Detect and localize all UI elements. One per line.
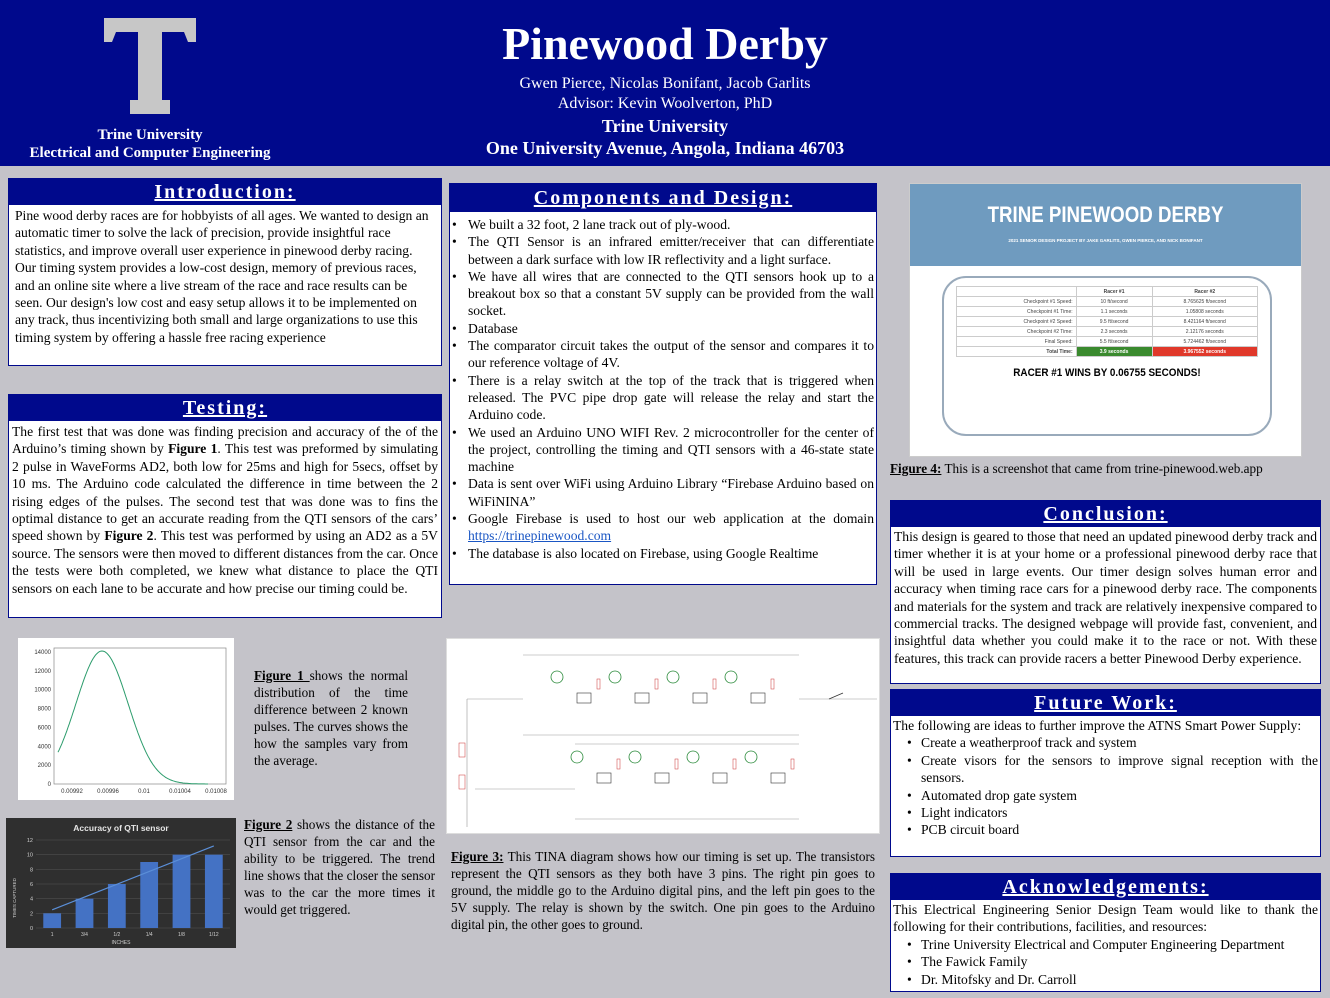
comparator-icon [635,693,649,703]
x-tick-label: 1/8 [178,932,185,938]
figure2-caption: Figure 2 shows the distance of the QTI sensor from the car and the ability to be triggered. The trend line shows that the closer the sensor was to the car the more times it would get triggered. [244,817,435,917]
qti-accuracy-bar-chart [6,818,236,948]
transistor-icon [667,671,679,683]
winner-banner: RACER #1 WINS BY 0.06755 SECONDS! [1013,367,1201,379]
list-item: • Light indicators [893,804,1318,821]
y-tick-label: 0 [29,926,33,932]
list-item: • Create a weatherproof track and system [893,734,1318,751]
tina-schematic [447,639,881,835]
transistor-icon [629,751,641,763]
resistor-icon [713,679,716,689]
y-tick-label: 2000 [37,763,51,770]
figure1-caption: Figure 1 shows the normal distribution of the time difference between 2 known pulses. The curves shows the how the samples vary from the average. [254,668,408,768]
resistor-icon [771,679,774,689]
table-row: Checkpoint #1 Time: 1.1 seconds 1.05808 seconds [957,307,1258,317]
conclusion-text: This design is geared to those that need an updated pinewood derby track and timer whether it is at your home or a professional pinewood derby race that will be used in large events. Our timer design solves human error and accuracy when timing race cars for a pinewood derby race. The components and materials for the system and track are relatively inexpensive compared to commercial tracks. The designed webpage will provide fast, convenient, and insightful data whether you could make it to the race or not. With these features, this track can provide racers a better Pinewood Derby experience. [894,529,1317,666]
chart-xlabel: INCHES [111,940,131,946]
results-table: Racer #1 Racer #2 Checkpoint #1 Speed: 10 ft/second 8.765625 ft/second Checkpoint #1 Time: 1.1 seconds 1.05808 seconds Checkpoint #2 Speed: 9.5 ft/second 8.421164 ft/second Checkpoint #2 Time: 2.3 seconds 2.12176 seconds Final Speed: 5.5 ft/second 5.724462 ft/second Total Time: 3.9 seconds 3.967552 seconds [956,286,1258,357]
web-subtitle: 2021 SENIOR DESIGN PROJECT BY JAKE GARLITS, GWEN PIERCE, AND NICK BONIFANT [1008,238,1203,243]
x-tick-label: 0.01008 [205,789,227,795]
resistor-icon [733,759,736,769]
transistor-icon [571,751,583,763]
y-tick-label: 2 [29,911,33,918]
acknowledgements-list [893,936,1318,988]
firebase-link[interactable]: https://trinepinewood.com [468,528,612,544]
poster-header [0,0,1330,166]
figure3-caption: Figure 3: This TINA diagram shows how our timing is set up. The transistors represent the QTI sensors as they both have 3 pins. The right pin goes to ground, the middle go to the Arduino digital pins, and the left pin goes to the 5V supply. The relay is shown by the switch. One pin goes to the Arduino digital pin, the other goes to ground. [451,849,875,932]
testing-text: The first test that was done was finding precision and accuracy of the of the Arduino’s timing shown by Figure 1. This test was preformed by simulating 2 pulse in WaveForms AD2, both low for 25ms and high for 5secs, offset by 10 ms. The Arduino code calculated the difference in time between the 2 rising edges of the pulses. The second test that was done was to fins the optimal distance to get an accurate reading from the QTI sensors of the cars’ speed shown by Figure 2. This test was performed by using an AD2 as a 5V source. The sensors were then moved to different distances from the car. Once the tests were both completed, we knew what distance to place the QTI sensors on each lane to be accurate and how precise our timing could be. [12,424,438,596]
resistor-icon [675,759,678,769]
y-tick-label: 4000 [37,744,51,751]
introduction-text: Pine wood derby races are for hobbyists of all ages. We wanted to design an automatic timer to solve the lack of precision, provide insightful race statistics, and improve overall user experience in pinewood derby racing. Our timing system provides a low-cost design, memory of previous races, and an online site where a live stream of the race and race results can be seen. Our design's low cost and easy setup allows it to be implemented on any track, thus incentivizing both small and large organizations to use this timing system by offering a hassle free racing experience [15,208,429,345]
comparator-icon [577,693,591,703]
y-tick-label: 8000 [37,706,51,713]
list-item: • Data is sent over WiFi using Arduino Library “Firebase Arduino based on WiFiNINA” [450,475,874,510]
normal-distribution-plot [18,638,234,800]
list-item: • Dr. Mitofsky and Dr. Carroll [893,971,1318,988]
x-tick-label: 0.00996 [97,789,119,795]
y-tick-label: 4 [29,896,33,903]
list-item: • We have all wires that are connected to the QTI sensors hook up to a breakout box so that a constant 5V supply can be provided from the wall socket. [450,268,874,320]
list-item: • The QTI Sensor is an infrared emitter/receiver that can differentiate between a dark surface with low IR reflectivity and a light surface. [450,233,874,268]
comparator-icon [655,773,669,783]
bar [173,855,191,928]
y-tick-label: 8 [29,867,33,874]
resistor-icon [791,759,794,769]
x-tick-label: 1/4 [145,932,153,938]
list-item: • The Fawick Family [893,953,1318,970]
conclusion-heading: Conclusion: [891,501,1320,527]
bar [76,899,94,928]
comparator-icon [713,773,727,783]
y-tick-label: 10 [26,852,33,859]
x-tick-label: 0.00992 [61,789,83,795]
authors: Gwen Pierce, Nicolas Bonifant, Jacob Garlits Advisor: Kevin Woolverton, PhD [519,75,811,112]
web-title: TRINE PINEWOOD DERBY [987,202,1224,227]
y-tick-label: 12000 [34,668,51,675]
table-row: Checkpoint #1 Speed: 10 ft/second 8.765625 ft/second [957,297,1258,307]
components-list [450,216,874,562]
bar [43,913,61,928]
resistor-icon [459,775,465,789]
acknowledgements-heading: Acknowledgements: [891,874,1320,900]
future-work-list [893,734,1318,838]
chart-ylabel: TIMES CAPTURED [12,878,17,918]
y-tick-label: 10000 [34,687,51,694]
y-tick-label: 14000 [34,650,51,656]
y-tick-label: 6000 [37,725,51,732]
components-panel [449,183,877,585]
future-work-panel [890,689,1321,857]
acknowledgements-panel [890,873,1321,992]
list-item: • We used an Arduino UNO WIFI Rev. 2 microcontroller for the center of the project, controlling the timing and QTI sensors with a 46-state state machine [450,424,874,476]
list-item: • The database is also located on Firebase, using Google Realtime [450,545,874,562]
list-item: • Create visors for the sensors to improve signal reception with the sensors. [893,752,1318,787]
list-item: • PCB circuit board [893,821,1318,838]
testing-panel [8,394,442,618]
comparator-icon [771,773,785,783]
y-tick-label: 6 [29,882,33,888]
list-item: • Automated drop gate system [893,787,1318,804]
figure4-web-screenshot [909,183,1302,457]
poster-title: Pinewood Derby [502,18,828,69]
university-address: Trine University One University Avenue, Angola, Indiana 46703 [485,116,845,158]
list-item: • We built a 32 foot, 2 lane track out of ply-wood. [450,216,874,233]
testing-heading: Testing: [9,395,441,421]
transistor-icon [609,671,621,683]
results-card [942,276,1272,436]
resistor-icon [617,759,620,769]
x-tick-label: 3/4 [81,932,88,938]
list-item: • Google Firebase is used to host our web application at the domain https://trinepinewood.com [450,510,874,545]
resistor-icon [459,743,465,757]
x-tick-label: 0.01004 [169,789,191,795]
relay-switch-icon [829,693,843,699]
bar [108,884,126,928]
future-work-heading: Future Work: [891,690,1320,716]
comparator-icon [597,773,611,783]
trine-logo-icon [104,18,196,114]
x-tick-label: 1/12 [208,932,219,938]
x-tick-label: 1/2 [113,932,121,938]
transistor-icon [551,671,563,683]
y-tick-label: 0 [47,782,51,788]
figure1-chart [18,638,234,800]
x-tick-label: 1 [50,932,54,938]
web-banner [910,184,1301,266]
resistor-icon [597,679,600,689]
list-item: • Database [450,320,874,337]
transistor-icon [687,751,699,763]
future-work-intro: The following are ideas to further improve the ATNS Smart Power Supply: [893,718,1302,733]
introduction-heading: Introduction: [9,179,441,205]
comparator-icon [751,693,765,703]
chart-title: Accuracy of QTI sensor [73,823,169,833]
figure4-caption: Figure 4: This is a screenshot that came from trine-pinewood.web.app [890,461,1263,476]
table-row: Final Speed: 5.5 ft/second 5.724462 ft/second [957,337,1258,347]
figure3-circuit-diagram [446,638,880,834]
list-item: • Trine University Electrical and Computer Engineering Department [893,936,1318,953]
comparator-icon [693,693,707,703]
list-item: • The comparator circuit takes the output of the sensor and compares it to our reference voltage of 4V. [450,337,874,372]
department-label: Trine University Electrical and Computer Engineering [29,127,271,161]
figure2-chart [6,818,236,948]
bar [205,855,223,928]
table-row: Total Time: 3.9 seconds 3.967552 seconds [957,347,1258,357]
table-row: Checkpoint #2 Speed: 9.5 ft/second 8.421164 ft/second [957,317,1258,327]
resistor-icon [655,679,658,689]
conclusion-panel [890,500,1321,684]
table-row: Checkpoint #2 Time: 2.3 seconds 2.12176 seconds [957,327,1258,337]
acknowledgements-intro: This Electrical Engineering Senior Design Team would like to thank the following for their contributions, facilities, and resources: [893,902,1318,935]
components-heading: Components and Design: [450,184,876,212]
y-tick-label: 12 [26,838,33,844]
x-tick-label: 0.01 [138,789,150,795]
introduction-panel [8,178,442,366]
list-item: • There is a relay switch at the top of the track that is triggered when released. The PVC pipe drop gate will release the relay and start the Arduino code. [450,372,874,424]
transistor-icon [745,751,757,763]
transistor-icon [725,671,737,683]
